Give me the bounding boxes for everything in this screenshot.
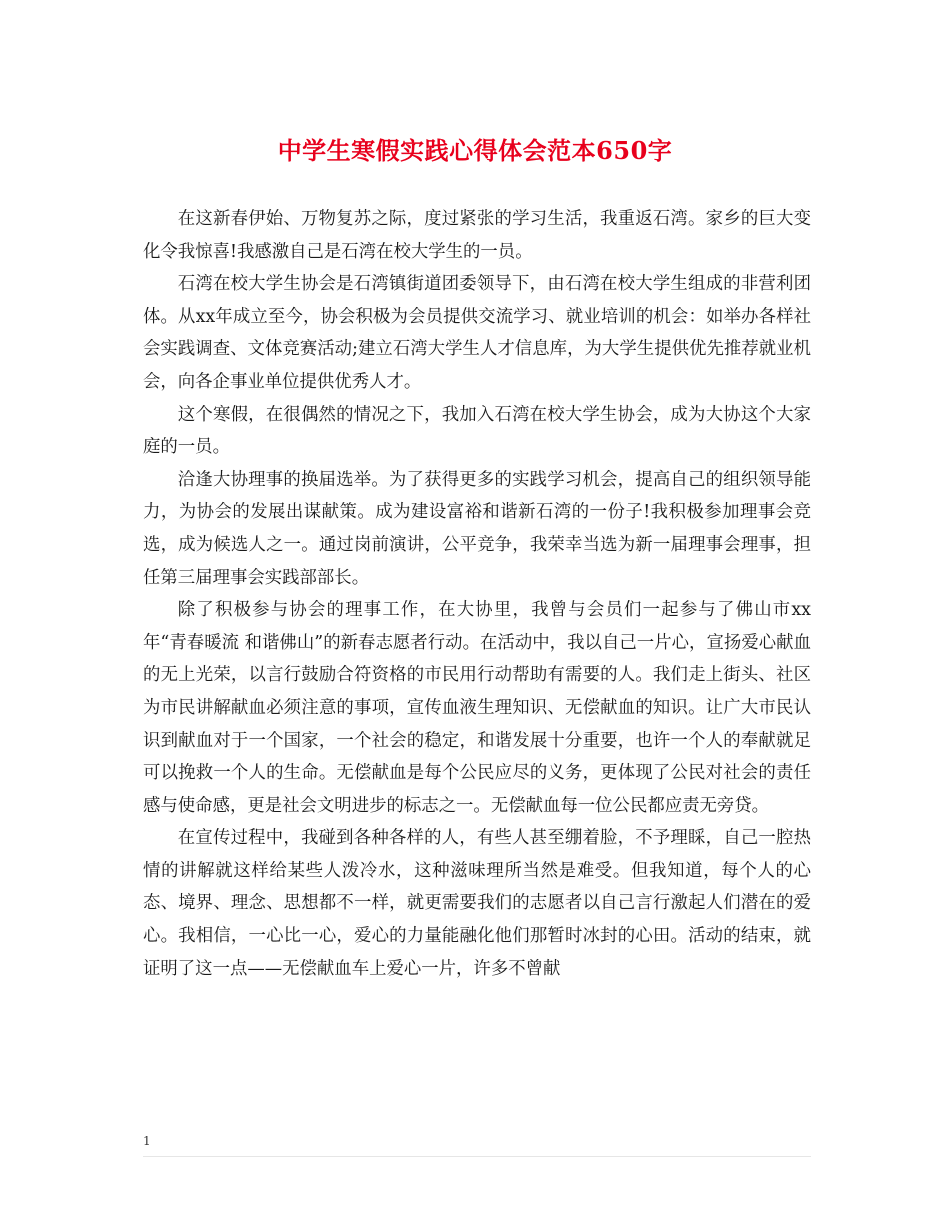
document-body — [143, 203, 811, 985]
footer-divider — [143, 1156, 811, 1157]
paragraph-3: 这个寒假，在很偶然的情况之下，我加入石湾在校大学生协会，成为大协这个大家庭的一员。 — [143, 404, 811, 458]
page-number: 1 — [143, 1134, 151, 1148]
paragraph-1: 在这新春伊始、万物复苏之际，度过紧张的学习生活，我重返石湾。家乡的巨大变化令我惊喜!我感激自己是石湾在校大学生的一员。 — [143, 209, 811, 262]
paragraph-5: 除了积极参与协会的理事工作，在大协里，我曾与会员们一起参与了佛山市xx年“青春暖流 和谐佛山”的新春志愿者行动。在活动中，我以自己一片心，宣扬爱心献血的无上光荣，以言行鼓励合符资格的市民用行动帮助有需要的人。我们走上街头、社区为市民讲解献血必须注意的事项，宣传血液生理知识、无偿献血的知识。让广大市民认识到献血对于一个国家，一个社会的稳定，和谐发展十分重要，也许一个人的奉献就足可以挽救一个人的生命。无偿献血是每个公民应尽的义务，更体现了公民对社会的责任感与使命感，更是社会文明进步的标志之一。无偿献血每一位公民都应责无旁贷。 — [143, 600, 811, 816]
paragraph-4: 洽逢大协理事的换届选举。为了获得更多的实践学习机会，提高自己的组织领导能力，为协会的发展出谋献策。成为建设富裕和谐新石湾的一份子!我积极参加理事会竞选，成为候选人之一。通过岗前演讲，公平竞争，我荣幸当选为新一届理事会理事，担任第三届理事会实践部部长。 — [143, 469, 811, 588]
paragraph-6: 在宣传过程中，我碰到各种各样的人，有些人甚至绷着脸，不予理睬，自己一腔热情的讲解就这样给某些人泼冷水，这种滋味理所当然是难受。但我知道，每个人的心态、境界、理念、思想都不一样，就更需要我们的志愿者以自己言行激起人们潜在的爱心。我相信，一心比一心，爱心的力量能融化他们那暂时冰封的心田。活动的结束，就证明了这一点——无偿献血车上爱心一片，许多不曾献 — [143, 828, 811, 979]
document-title: 中学生寒假实践心得体会范本650字 — [277, 136, 673, 165]
paragraph-2: 石湾在校大学生协会是石湾镇街道团委领导下，由石湾在校大学生组成的非营利团体。从xx年成立至今，协会积极为会员提供交流学习、就业培训的机会：如举办各样社会实践调查、文体竞赛活动;建立石湾大学生人才信息库，为大学生提供优先推荐就业机会，向各企事业单位提供优秀人才。 — [143, 274, 811, 392]
